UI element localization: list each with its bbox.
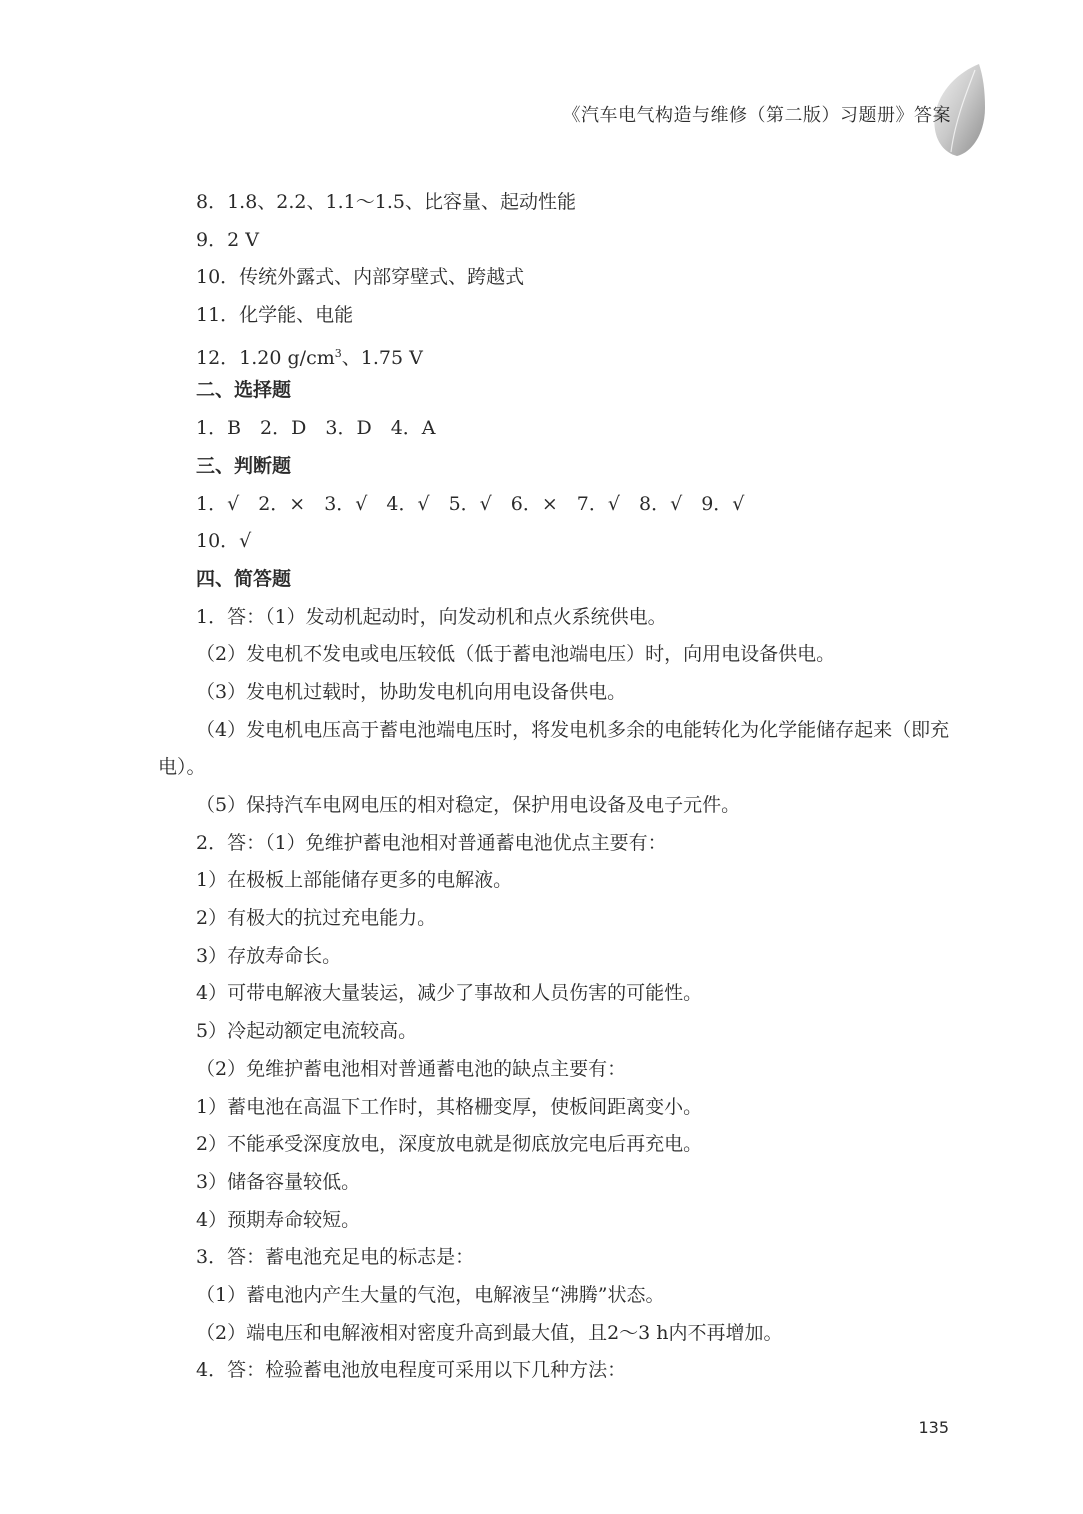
judge-answers-line-2: 10．√ <box>196 530 252 553</box>
short-answer-line: 1）蓄电池在高温下工作时，其格栅变厚，使板间距离变小。 <box>196 1095 703 1118</box>
short-answer-line: （2）免维护蓄电池相对普通蓄电池的缺点主要有： <box>196 1057 627 1080</box>
judge-answers-line-1: 1．√ 2．× 3．√ 4．√ 5．√ 6．× 7．√ 8．√ 9．√ <box>196 492 745 515</box>
short-answer-line: 1）在极板上部能储存更多的电解液。 <box>196 869 513 892</box>
section-heading-judge: 三、判断题 <box>196 454 292 477</box>
short-answer-line: （5）保持汽车电网电压的相对稳定，保护用电设备及电子元件。 <box>196 794 741 817</box>
short-answer-line: 1．答：（1）发动机起动时，向发动机和点火系统供电。 <box>196 605 667 628</box>
short-answer-line: 2）不能承受深度放电，深度放电就是彻底放完电后再充电。 <box>196 1133 703 1156</box>
fill-answer-8: 8．1.8、2.2、1.1～1.5、比容量、起动性能 <box>196 191 576 213</box>
short-answer-line: 5）冷起动额定电流较高。 <box>196 1020 418 1043</box>
page-number: 135 <box>918 1418 949 1437</box>
book-title-header: 《汽车电气构造与维修（第二版）习题册》答案 <box>562 105 951 126</box>
fill-answer-9: 9．2 V <box>196 228 259 251</box>
short-answer-line: （3）发电机过载时，协助发电机向用电设备供电。 <box>196 680 627 703</box>
short-answer-line: （4）发电机电压高于蓄电池端电压时，将发电机多余的电能转化为化学能储存起来（即充电）。 <box>158 718 950 779</box>
answer-content <box>158 184 958 1390</box>
short-answer-line: 2）有极大的抗过充电能力。 <box>196 907 437 930</box>
short-answer-line: （2）端电压和电解液相对密度升高到最大值，且2～3 h内不再增加。 <box>196 1321 783 1344</box>
short-answer-line: 4．答：检验蓄电池放电程度可采用以下几种方法： <box>196 1359 627 1382</box>
short-answer-line: （1）蓄电池内产生大量的气泡，电解液呈“沸腾”状态。 <box>196 1283 665 1306</box>
section-heading-short-answer: 四、简答题 <box>196 567 292 590</box>
fill-answer-10: 10．传统外露式、内部穿壁式、跨越式 <box>196 266 525 289</box>
fill-answer-11: 11．化学能、电能 <box>196 304 354 327</box>
short-answer-line: 3）储备容量较低。 <box>196 1170 361 1193</box>
short-answer-line: 4）预期寿命较短。 <box>196 1208 361 1231</box>
short-answer-line: （2）发电机不发电或电压较低（低于蓄电池端电压）时，向用电设备供电。 <box>196 643 836 666</box>
short-answer-line: 2．答：（1）免维护蓄电池相对普通蓄电池优点主要有： <box>196 831 667 854</box>
fill-answer-12 <box>158 335 958 373</box>
fill-answer-12-superscript: 3 <box>334 346 342 360</box>
section-heading-choice: 二、选择题 <box>196 379 292 402</box>
short-answer-line: 3）存放寿命长。 <box>196 944 342 967</box>
fill-answer-12-main: 12．1.20 g/cm <box>196 346 335 369</box>
short-answer-line: 3．答：蓄电池充足电的标志是： <box>196 1246 475 1269</box>
choice-answers: 1．B 2．D 3．D 4．A <box>196 417 436 440</box>
fill-answer-12-rest: 、1.75 V <box>341 346 423 369</box>
short-answer-line: 4）可带电解液大量装运，减少了事故和人员伤害的可能性。 <box>196 982 703 1005</box>
